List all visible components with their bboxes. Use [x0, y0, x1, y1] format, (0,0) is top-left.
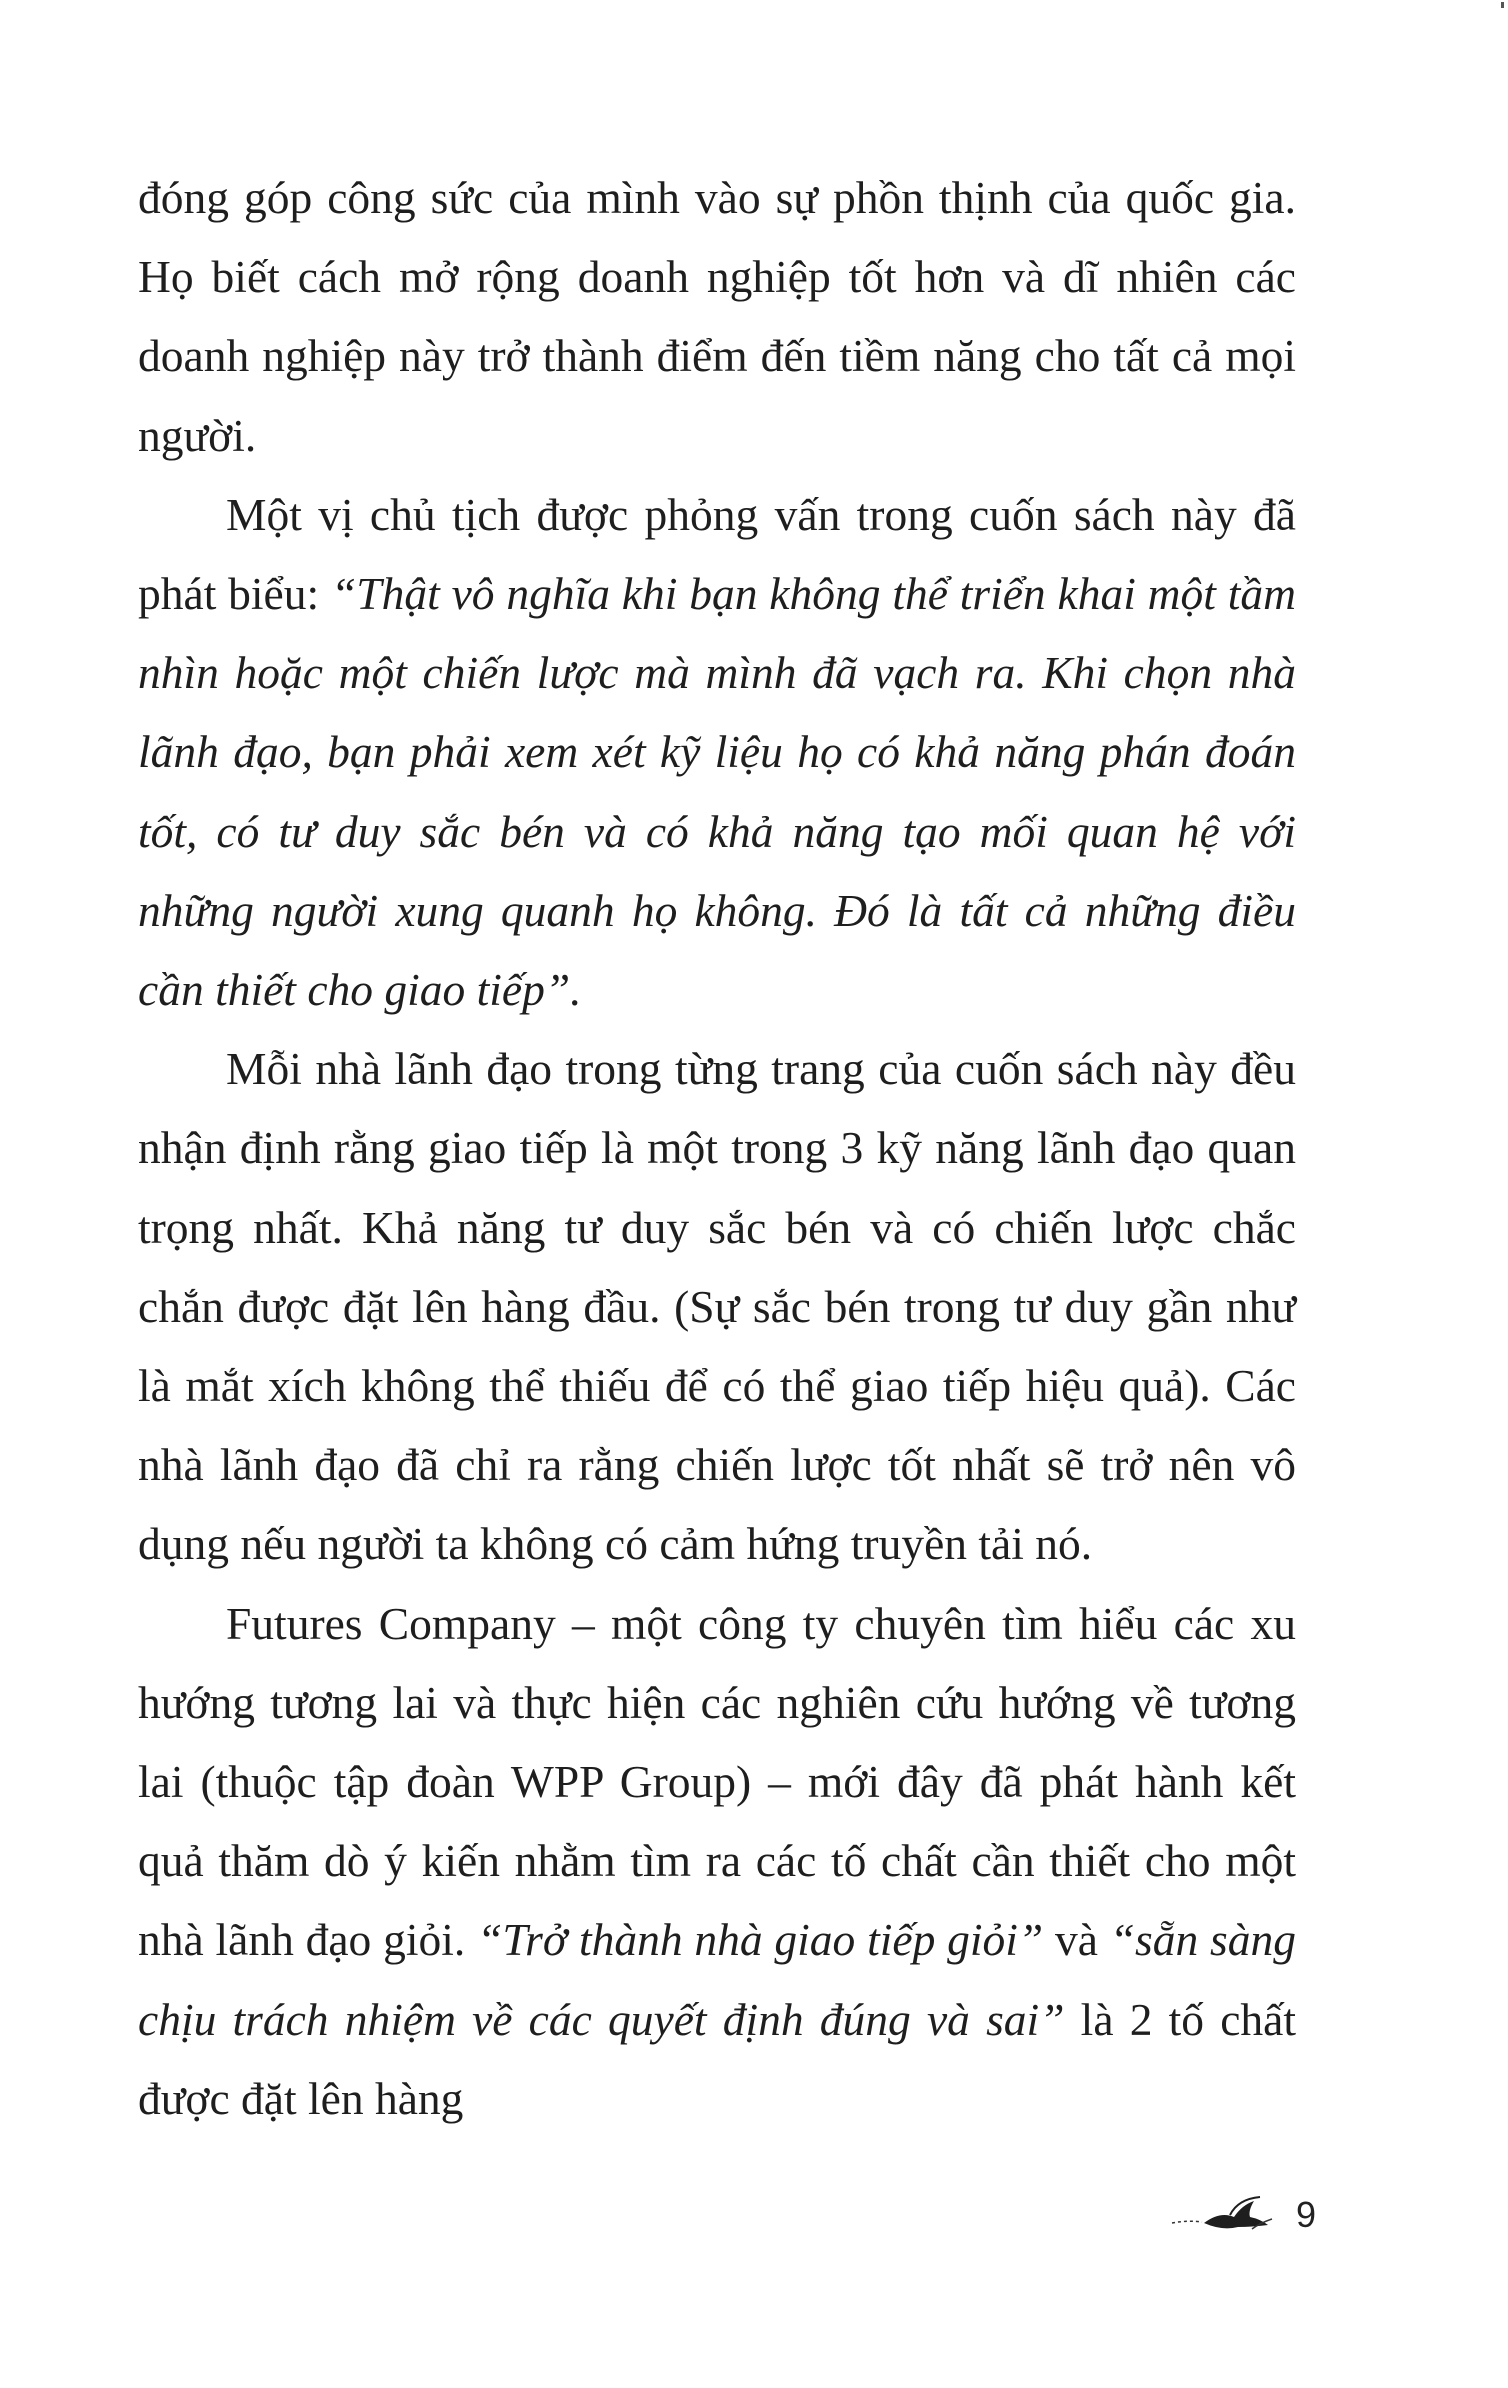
scan-mark: [1501, 2, 1504, 8]
italic-quote-text: “Thật vô nghĩa khi bạn không thể triển khai một tầm nhìn hoặc một chiến lược mà mình đã vạch ra. Khi chọn nhà lãnh đạo, bạn phải xem xét kỹ liệu họ có khả năng phán đoán tốt, có tư duy sắc bén và có khả năng tạo mối quan hệ với những người xung quanh họ không. Đó là tất cả những điều cần thiết cho giao tiếp”.: [138, 568, 1296, 1016]
italic-quote-text: “sẵn sàng chịu trách nhiệm về các quyết định đúng và sai”: [138, 1914, 1297, 2045]
body-text: [138, 158, 1296, 2138]
paragraph-text: Futures Company – một công ty chuyên tìm hiểu các xu hướng tương lai và thực hiện các nghiên cứu hướng về tương lai (thuộc tập đoàn WPP Group) – mới đây đã phát hành kết quả thăm dò ý kiến nhằm tìm ra các tố chất cần thiết cho một nhà lãnh đạo giỏi.: [138, 1597, 1296, 1966]
paragraph-text: Mỗi nhà lãnh đạo trong từng trang của cuốn sách này đều nhận định rằng giao tiếp là một trong 3 kỹ năng lãnh đạo quan trọng nhất. Khả năng tư duy sắc bén và có chiến lược chắc chắn được đặt lên hàng đầu. (Sự sắc bén trong tư duy gần như là mắt xích không thể thiếu để có thể giao tiếp hiệu quả). Các nhà lãnh đạo đã chỉ ra rằng chiến lược tốt nhất sẽ trở nên vô dụng nếu người ta không có cảm hứng truyền tải nó.: [138, 1043, 1296, 1570]
paragraph-text: là 2 tố chất được đặt lên hàng: [138, 1993, 1296, 2124]
paragraph-text: và: [1043, 1914, 1110, 1966]
bird-ornament-icon: [1168, 2193, 1278, 2237]
paragraph: [138, 158, 1296, 475]
italic-quote-text: “Trở thành nhà giao tiếp giỏi”: [477, 1914, 1044, 1966]
paragraph: [138, 1029, 1296, 1583]
paragraph-text: đóng góp công sức của mình vào sự phồn thịnh của quốc gia. Họ biết cách mở rộng doanh nghiệp tốt hơn và dĩ nhiên các doanh nghiệp này trở thành điểm đến tiềm năng cho tất cả mọi người.: [138, 172, 1296, 461]
paragraph-text: Một vị chủ tịch được phỏng vấn trong cuốn sách này đã phát biểu:: [138, 488, 1296, 620]
page-footer: [1168, 2185, 1316, 2245]
paragraph: [138, 1584, 1296, 2138]
paragraph: [138, 475, 1296, 1029]
page-number: 9: [1295, 2194, 1316, 2235]
